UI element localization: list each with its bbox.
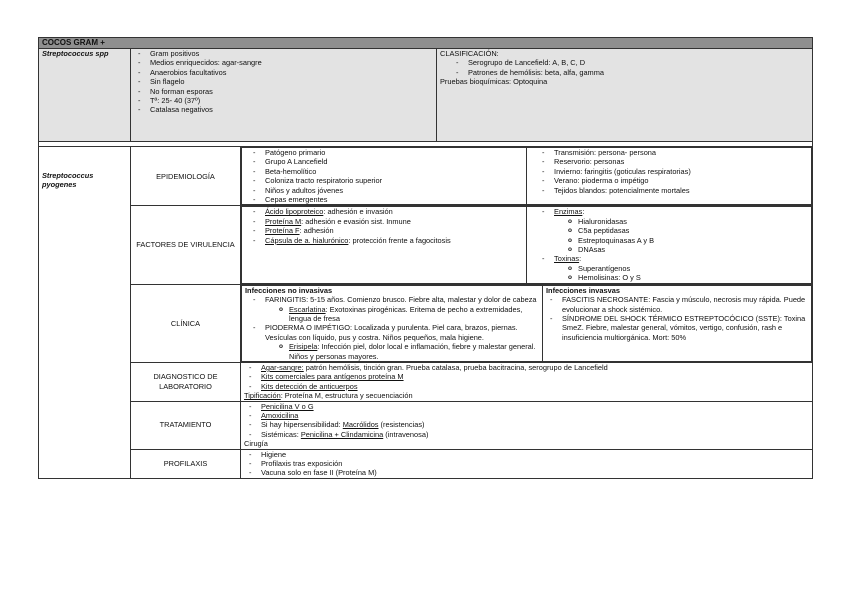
list-item: - Vacuna solo en fase II (Proteína M) <box>261 468 809 477</box>
noinv-title: Infecciones no invasivas <box>245 285 333 295</box>
list-item: - Reservorio: personas <box>554 157 808 166</box>
diag-row <box>39 362 813 401</box>
tipificacion-text: Tipificación: Proteína M, estructura y secuenciación <box>244 391 413 401</box>
prof-list <box>241 450 809 478</box>
prof-content <box>241 449 813 478</box>
list-item: - Coloniza tracto respiratorio superior <box>265 176 523 185</box>
clasif-list <box>440 58 809 77</box>
vir-right-list <box>530 207 808 282</box>
erisipela-item: o Erisipela: Infección piel, dolor local e inflamación, fiebre y malestar general. Niños y personas mayores. <box>289 342 539 361</box>
list-item: - Patrones de hemólisis: beta, alfa, gamma <box>468 68 809 77</box>
list-item: - Verano: pioderma o impétigo <box>554 176 808 185</box>
noinv-list <box>245 295 539 361</box>
list-item: - Penicilina V o G <box>261 402 809 411</box>
spp-traits-list <box>134 49 433 115</box>
pyo-name: Streptococcus pyogenes <box>39 147 131 479</box>
list-item: - Medios enriquecidos: agar-sangre <box>150 58 433 67</box>
cli-content <box>241 284 813 362</box>
list-item: - Sin flagelo <box>150 77 433 86</box>
cli-inv-col <box>543 285 812 361</box>
list-item: - Higiene <box>261 450 809 459</box>
inv-title: Infecciones invasvas <box>546 285 620 295</box>
list-item: - Kits comerciales para antígenos proteína M <box>261 372 809 381</box>
trat-row <box>39 401 813 449</box>
list-item: - Cápsula de a. hialurónico: protección frente a fagocitosis <box>265 236 523 245</box>
list-item: - Profilaxis tras exposición <box>261 459 809 468</box>
cli-noinv-col <box>242 285 543 361</box>
enzimas-list <box>554 217 808 255</box>
spp-clasif-cell <box>437 49 813 142</box>
toxinas-item: - Toxinas: o Superantígenos o Hemolisinas: O y S <box>554 254 808 282</box>
list-item: o Hialuronidasas <box>578 217 808 226</box>
trat-label: TRATAMIENTO <box>131 401 241 449</box>
diag-label: DIAGNOSTICO DE LABORATORIO <box>131 362 241 401</box>
list-item: o DNAsas <box>578 245 808 254</box>
vir-label: FACTORES DE VIRULENCIA <box>131 206 241 284</box>
trat-list <box>241 402 809 440</box>
spp-row <box>39 49 813 142</box>
list-item: - Patógeno primario <box>265 148 523 157</box>
list-item: - Transmisión: persona- persona <box>554 148 808 157</box>
table-header-row <box>39 38 813 49</box>
vir-content <box>241 206 813 284</box>
spp-name: Streptococcus spp <box>39 49 131 142</box>
enzimas-item: - Enzimas: o Hialuronidasas o C5a peptidasas o Estreptoquinasas A y B o DNAsas <box>554 207 808 254</box>
list-item: - Gram positivos <box>150 49 433 58</box>
prof-row <box>39 449 813 478</box>
list-item: o Superantígenos <box>578 264 808 273</box>
list-item: - Grupo A Lancefield <box>265 157 523 166</box>
list-item: - Niños y adultos jóvenes <box>265 186 523 195</box>
vir-row <box>39 206 813 284</box>
list-item: - Amoxicilina <box>261 411 809 420</box>
list-item: - Kits detección de anticuerpos <box>261 382 809 391</box>
list-item: - Proteína M: adhesión e evasión sist. Inmune <box>265 217 523 226</box>
list-item: - Si hay hipersensibilidad: Macrólidos (resistencias) <box>261 420 809 429</box>
table-title: COCOS GRAM + <box>39 38 813 49</box>
list-item: - No forman esporas <box>150 87 433 96</box>
epi-right-list <box>530 148 808 195</box>
cocos-gram-table <box>38 37 813 479</box>
list-item: - Sistémicas: Penicilina + Clindamicina (intravenosa) <box>261 430 809 439</box>
list-item: o C5a peptidasas <box>578 226 808 235</box>
list-item: - Cepas emergentes <box>265 195 523 204</box>
cli-row <box>39 284 813 362</box>
escarlatina-item: o Escarlatina: Exotoxinas pirogénicas. Eritema de pecho a extremidades, lengua de fresa <box>289 305 539 324</box>
list-item: - Agar-sangre: patrón hemólisis, tinción gran. Prueba catalasa, prueba bacitracina, serogrupo de Lancefield <box>261 363 809 372</box>
list-item: - Catalasa negativos <box>150 105 433 114</box>
bioq-text: Pruebas bioquímicas: Optoquina <box>440 77 548 87</box>
epi-label: EPIDEMIOLOGÍA <box>131 147 241 206</box>
list-item: - Invierno: faringitis (goticulas respiratorias) <box>554 167 808 176</box>
epi-row <box>39 147 813 206</box>
list-item: - FASCITIS NECROSANTE: Fascia y músculo, necrosis muy rápida. Puede evolucionar a shock sistémico. <box>562 295 808 314</box>
pioderma-item: - PIODERMA O IMPÉTIGO: Localizada y purulenta. Piel cara, brazos, piernas. Vesículas con líquido, pus y costra. Niños pequeños, mala higiene. o Erisipela: Infección piel, dolor local e inflamación, fiebre y malestar general. Niños y personas mayores. <box>265 323 539 361</box>
list-item: - Beta-hemolítico <box>265 167 523 176</box>
toxinas-list <box>554 264 808 283</box>
spp-traits-cell <box>131 49 437 142</box>
inv-list <box>546 295 808 342</box>
list-item: - Ácido lipoproteico: adhesión e invasión <box>265 207 523 216</box>
list-item: - Tª: 25- 40 (37º) <box>150 96 433 105</box>
vir-left-list <box>245 207 523 245</box>
diag-list <box>241 363 809 391</box>
cli-label: CLÍNICA <box>131 284 241 362</box>
cirugia-text: Cirugía <box>244 439 268 449</box>
list-item: - Proteína F: adhesión <box>265 226 523 235</box>
faringitis-item: - FARINGITIS: 5-15 años. Comienzo brusco. Fiebre alta, malestar y dolor de cabeza o Escarlatina: Exotoxinas pirogénicas. Eritema de pecho a extremidades, lengua de fresa <box>265 295 539 323</box>
diag-content <box>241 362 813 401</box>
prof-label: PROFILAXIS <box>131 449 241 478</box>
clasif-label: CLASIFICACIÓN: <box>440 49 499 58</box>
trat-content <box>241 401 813 449</box>
list-item: - Tejidos blandos: potencialmente mortales <box>554 186 808 195</box>
list-item: - Serogrupo de Lancefield: A, B, C, D <box>468 58 809 67</box>
list-item: o Estreptoquinasas A y B <box>578 236 808 245</box>
epi-content <box>241 147 813 206</box>
list-item: - SÍNDROME DEL SHOCK TÉRMICO ESTREPTOCÓCICO (SSTE): Toxina SmeZ. Fiebre, malestar general, vómitos, vertigo, confusión, rash e insuficiencia multiorgánica. Mort: 50% <box>562 314 808 342</box>
epi-left-list <box>245 148 523 204</box>
list-item: - Anaerobios facultativos <box>150 68 433 77</box>
list-item: o Hemolisinas: O y S <box>578 273 808 282</box>
